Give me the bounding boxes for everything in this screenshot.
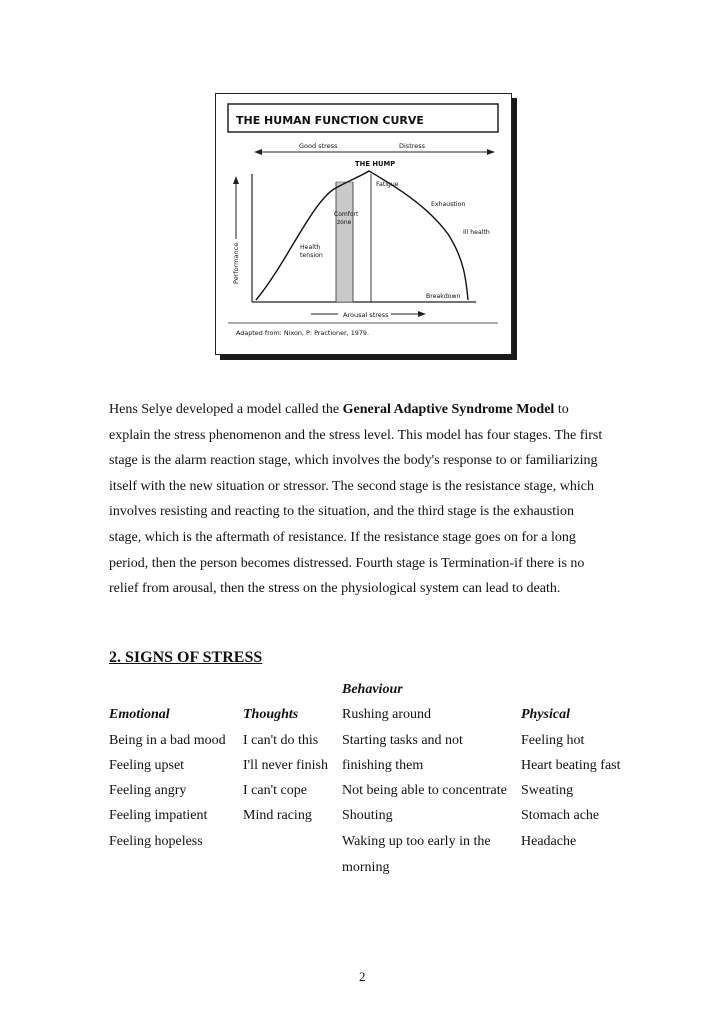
comfort-label-2: zone — [337, 219, 352, 226]
header-emotional: Emotional — [109, 707, 170, 722]
distress-label: Distress — [399, 142, 426, 150]
ill-health-label: Ill health — [463, 229, 490, 236]
behaviour-item: Starting tasks and not — [342, 733, 463, 748]
physical-item: Sweating — [521, 783, 574, 798]
health-label: Health — [300, 244, 321, 251]
behaviour-item: finishing them — [342, 758, 424, 773]
emotional-item: Feeling hopeless — [109, 834, 203, 849]
breakdown-label: Breakdown — [426, 293, 461, 300]
body-paragraph — [109, 397, 609, 602]
fatigue-label: Fatigue — [376, 181, 399, 188]
page-number: 2 — [359, 969, 366, 984]
paragraph-part1: Hens Selye developed a model called the — [109, 402, 343, 417]
behaviour-item: morning — [342, 860, 390, 875]
emotional-item: Being in a bad mood — [109, 733, 226, 748]
physical-item: Stomach ache — [521, 808, 600, 823]
physical-item: Heart beating fast — [521, 758, 621, 773]
exhaustion-label: Exhaustion — [431, 201, 466, 208]
physical-item: Feeling hot — [521, 733, 585, 748]
thoughts-item: I'll never finish — [243, 758, 328, 773]
thoughts-item: I can't do this — [243, 733, 319, 748]
thoughts-item: I can't cope — [243, 783, 307, 798]
behaviour-item: Rushing around — [342, 707, 432, 722]
hump-label: THE HUMP — [355, 160, 396, 168]
emotional-item: Feeling angry — [109, 783, 187, 798]
thoughts-item: Mind racing — [243, 808, 312, 823]
performance-curve — [256, 171, 468, 300]
arrow-left-head — [254, 149, 262, 155]
section-heading: 2. SIGNS OF STRESS — [109, 649, 263, 666]
header-physical: Physical — [521, 707, 570, 722]
paragraph-part2: to explain the stress phenomenon and the stress level. This model has four stages. The first stage is the alarm reaction stage, which involves the body's response to or familiarizing itself with the new situation or stressor. The second stage is the resistance stage, which involves resisting and reacting to the situation, and the third stage is the exhaustion stage, which is the aftermath of resistance. If the resistance stage goes on for a long period, then the person becomes distressed. Fourth stage is Termination-if there is no relief from arousal, then the stress on the physiological system can lead to death. — [109, 402, 603, 597]
physical-item: Headache — [521, 834, 577, 849]
emotional-item: Feeling upset — [109, 758, 185, 773]
behaviour-item: Not being able to concentrate — [342, 783, 507, 798]
curve-diagram — [216, 94, 511, 354]
emotional-item: Feeling impatient — [109, 808, 208, 823]
figure-title: THE HUMAN FUNCTION CURVE — [236, 114, 424, 127]
good-stress-label: Good stress — [299, 142, 338, 150]
behaviour-item: Waking up too early in the — [342, 834, 491, 849]
performance-axis-label: Performance — [232, 242, 240, 284]
figure-caption: Adapted from: Nixon, P: Practioner, 1979. — [236, 329, 370, 337]
header-behaviour: Behaviour — [342, 682, 403, 697]
comfort-label-1: Comfort — [334, 211, 359, 218]
header-thoughts: Thoughts — [243, 707, 299, 722]
model-name-bold: General Adaptive Syndrome Model — [342, 402, 555, 417]
tension-label: tension — [300, 252, 323, 259]
behaviour-item: Shouting — [342, 808, 393, 823]
human-function-curve-figure — [215, 93, 512, 355]
comfort-zone-band — [336, 182, 353, 302]
y-arrow-head — [233, 176, 239, 184]
arrow-right-head — [487, 149, 495, 155]
arousal-stress-label: Arousal stress — [343, 311, 389, 319]
x-arrow-head — [418, 311, 426, 317]
